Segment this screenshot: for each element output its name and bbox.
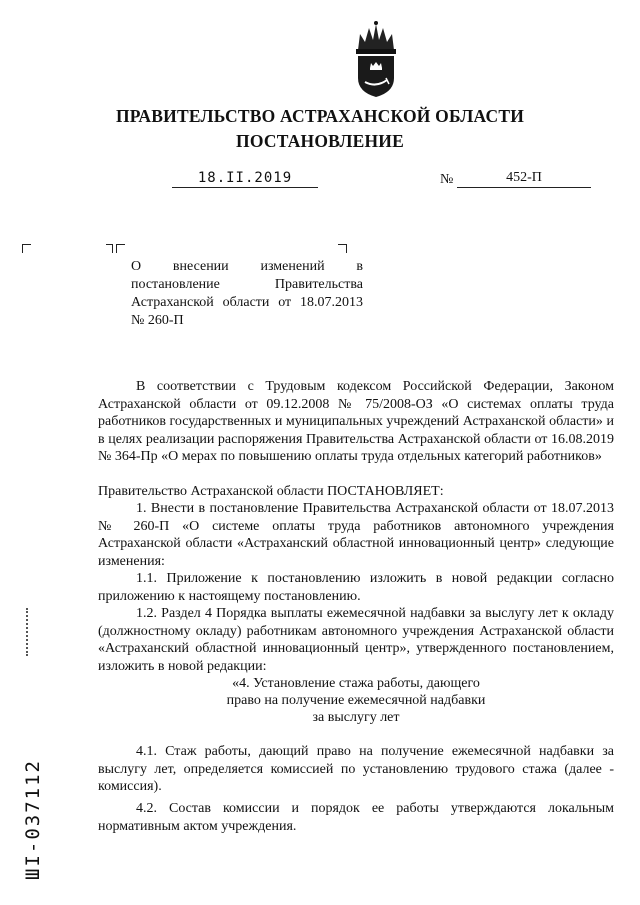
side-stamp bbox=[18, 700, 48, 880]
corner-mark-subject-right bbox=[338, 244, 347, 253]
doc-date: 18.II.2019 bbox=[172, 170, 318, 188]
resolves-line: Правительство Астраханской области ПОСТАНОВЛЯЕТ: bbox=[98, 484, 444, 499]
doc-subject: О внесении изменений в постановление Правительства Астраханской области от 18.07.2013 № 260-П bbox=[131, 259, 363, 328]
section-title-line-3: за выслугу лет bbox=[312, 710, 400, 725]
coat-of-arms-emblem bbox=[346, 20, 406, 98]
item-1-2: 1.2. Раздел 4 Порядка выплаты ежемесячной надбавки за выслугу лет к окладу (должностному окладу) работникам автономного учреждения Астраханской области «Астраханский областной инновационный центр», утвержденного постановлением, изложить в новой редакции: bbox=[98, 606, 614, 674]
doc-number-label: № bbox=[440, 172, 454, 187]
section-title-line-1: «4. Установление стажа работы, дающего bbox=[232, 676, 480, 691]
item-1: 1. Внести в постановление Правительства Астраханской области от 18.07.2013 № 260-П «О системе оплаты труда работников автономного учреждения Астраханской области «Астраханский областной инновационный центр» следующие изменения: bbox=[98, 501, 614, 569]
org-name: ПРАВИТЕЛЬСТВО АСТРАХАНСКОЙ ОБЛАСТИ bbox=[115, 106, 525, 126]
margin-dotted-mark bbox=[26, 608, 28, 656]
item-4-2: 4.2. Состав комиссии и порядок ее работы утверждаются локальным нормативным актом учреждения. bbox=[98, 801, 614, 834]
item-1-1: 1.1. Приложение к постановлению изложить в новой редакции согласно приложению к настоящему постановлению. bbox=[98, 571, 614, 604]
corner-mark-left bbox=[22, 244, 31, 253]
corner-mark-subject-left-2 bbox=[116, 244, 125, 253]
corner-mark-subject-left bbox=[106, 244, 113, 253]
side-stamp-text: ШI-037112 bbox=[22, 759, 44, 880]
intro-paragraph: В соответствии с Трудовым кодексом Российской Федерации, Законом Астраханской области от 09.12.2008 № 75/2008-ОЗ «О системах оплаты труда работников государственных и муниципальных учреждений Астраханской области» и в целях реализации распоряжения Правительства Астраханской области от 16.08.2019 № 364-Пр «О мерах по повышению оплаты труда отдельных категорий работников» bbox=[98, 379, 614, 464]
doc-number: 452-П bbox=[457, 170, 591, 188]
doc-type: ПОСТАНОВЛЕНИЕ bbox=[236, 131, 404, 151]
section-title-line-2: право на получение ежемесячной надбавки bbox=[226, 693, 486, 708]
item-4-1: 4.1. Стаж работы, дающий право на получение ежемесячной надбавки за выслугу лет, определяется комиссией по установлению трудового стажа (далее - комиссия). bbox=[98, 744, 614, 794]
